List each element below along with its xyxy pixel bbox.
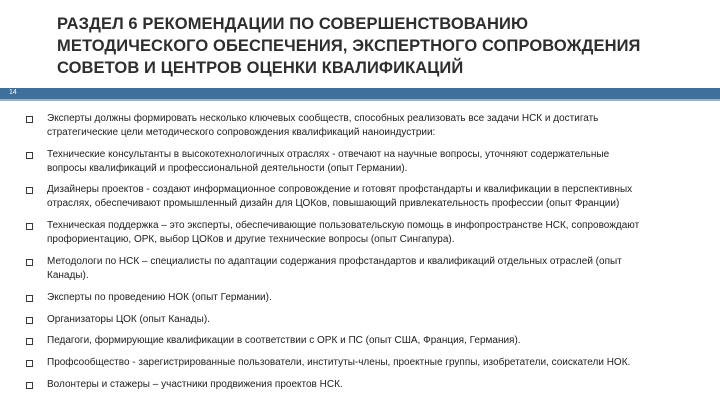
square-bullet-icon (26, 259, 33, 266)
list-item-text: профориентацию, ОРК, выбор ЦОКов и другие технические вопросы (опыт Сингапура). (47, 233, 455, 245)
list-item-text: Техническая поддержка – это эксперты, обеспечивающие пользовательскую помощь в инфопространстве НСК, сопровождают (47, 220, 640, 231)
header-bar (0, 88, 720, 99)
slide-number: 14 (9, 89, 17, 96)
square-bullet-icon (26, 152, 33, 159)
slide-title (57, 13, 707, 79)
square-bullet-icon (26, 116, 33, 123)
list-item-text: Профсообщество - зарегистрированные пользователи, институты-члены, проектные группы, изобретатели, соискатели НОК. (47, 357, 631, 368)
list-item-text: Волонтеры и стажеры – участники продвижения проектов НСК. (47, 379, 343, 390)
title-line-1: РАЗДЕЛ 6 РЕКОМЕНДАЦИИ ПО СОВЕРШЕНСТВОВАНИЮ (57, 15, 529, 33)
square-bullet-icon (26, 317, 33, 324)
list-item-text: Организаторы ЦОК (опыт Канады). (47, 314, 210, 325)
list-item-text: вопросы квалификаций и профессиональной деятельности (опыт Германии). (47, 162, 408, 174)
square-bullet-icon (26, 382, 33, 389)
title-line-2: МЕТОДИЧЕСКОГО ОБЕСПЕЧЕНИЯ, ЭКСПЕРТНОГО СОПРОВОЖДЕНИЯ (57, 37, 641, 55)
square-bullet-icon (26, 187, 33, 194)
square-bullet-icon (26, 295, 33, 302)
list-item-text: стратегические цели методического сопровождения квалификаций наноиндустрии: (47, 126, 436, 138)
square-bullet-icon (26, 360, 33, 367)
list-item-text: Эксперты должны формировать несколько ключевых сообществ, способных реализовать все задачи НСК и достигать (47, 113, 599, 124)
list-item-text: Педагоги, формирующие квалификации в соответствии с ОРК и ПС (опыт США, Франция, Германия). (47, 335, 521, 346)
list-item-text: Технические консультанты в высокотехнологичных отраслях - отвечают на научные вопросы, уточняют содержательные (47, 149, 610, 160)
header-bar-underline (0, 99, 720, 101)
square-bullet-icon (26, 338, 33, 345)
square-bullet-icon (26, 223, 33, 230)
list-item-text: Дизайнеры проектов - создают информационное сопровождение и готовят профстандарты и квалификации в перспективных (47, 184, 633, 195)
list-item-text: Эксперты по проведению НОК (опыт Германии). (47, 292, 272, 303)
list-item-text: Канады). (47, 269, 89, 281)
title-line-3: СОВЕТОВ И ЦЕНТРОВ ОЦЕНКИ КВАЛИФИКАЦИЙ (57, 59, 464, 77)
list-item-text: Методологи по НСК – специалисты по адаптации содержания профстандартов и квалификаций отдельных отраслей (опыт (47, 256, 622, 267)
list-item-text: отраслях, обеспечивают промышленный дизайн для ЦОКов, повышающий привлекательность профессии (опыт Франции) (47, 197, 620, 209)
